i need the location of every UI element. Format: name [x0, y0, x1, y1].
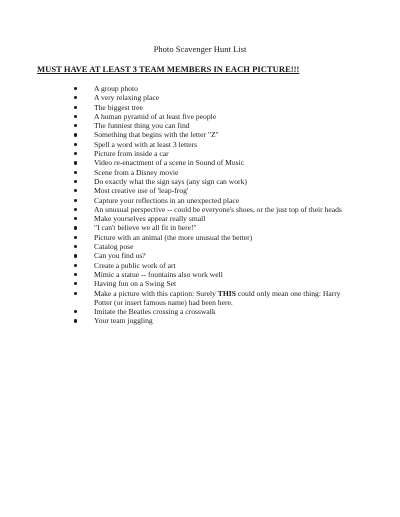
- list-item: Mimic a statue -- fountains also work well: [74, 270, 356, 279]
- list-item: The biggest tree: [74, 103, 356, 112]
- list-item: Having fun on a Swing Set: [74, 279, 356, 288]
- list-item: Picture from inside a car: [74, 149, 356, 158]
- list-item: Scene from a Disney movie: [74, 168, 356, 177]
- caption-text-after: could only mean one thing: Harry Potter (or insert famous name) had been here.: [94, 288, 341, 307]
- list-item: Imitate the Beatles crossing a crosswalk: [74, 307, 356, 316]
- list-item: "I can't believe we all fit in here!": [74, 223, 356, 232]
- list-item: Make yourselves appear really small: [74, 214, 356, 223]
- list-item: Most creative use of 'leap-frog': [74, 186, 356, 195]
- list-item: Spell a word with at least 3 letters: [74, 140, 356, 149]
- list-item: A group photo: [74, 84, 356, 93]
- list-item: Catalog pose: [74, 242, 356, 251]
- list-item: Video re-enactment of a scene in Sound of Music: [74, 158, 356, 167]
- list-item: Can you find us?: [74, 251, 356, 260]
- list-item: Your team juggling: [74, 316, 356, 325]
- list-item: Something that begins with the letter "Z": [74, 130, 356, 139]
- list-item: A very relaxing place: [74, 93, 356, 102]
- caption-emphasis: THIS: [217, 288, 236, 298]
- list-item: [74, 289, 356, 308]
- document-title: Photo Scavenger Hunt List: [153, 44, 247, 54]
- list-item: Do exactly what the sign says (any sign can work): [74, 177, 356, 186]
- document-subtitle: MUST HAVE AT LEAST 3 TEAM MEMBERS IN EACH PICTURE!!!: [37, 64, 300, 74]
- list-item: Capture your reflections in an unexpected place: [74, 196, 356, 205]
- scavenger-hunt-list: [74, 84, 356, 326]
- list-item: Create a public work of art: [74, 261, 356, 270]
- list-item: The funniest thing you can find: [74, 121, 356, 130]
- caption-text-before: Make a picture with this caption: Surely: [94, 288, 218, 298]
- list-item: Picture with an animal (the more unusual the better): [74, 233, 356, 242]
- list-item: An unusual perspective -- could be everyone's shoes, or the just top of their heads: [74, 205, 356, 214]
- list-item: A human pyramid of at least five people: [74, 112, 356, 121]
